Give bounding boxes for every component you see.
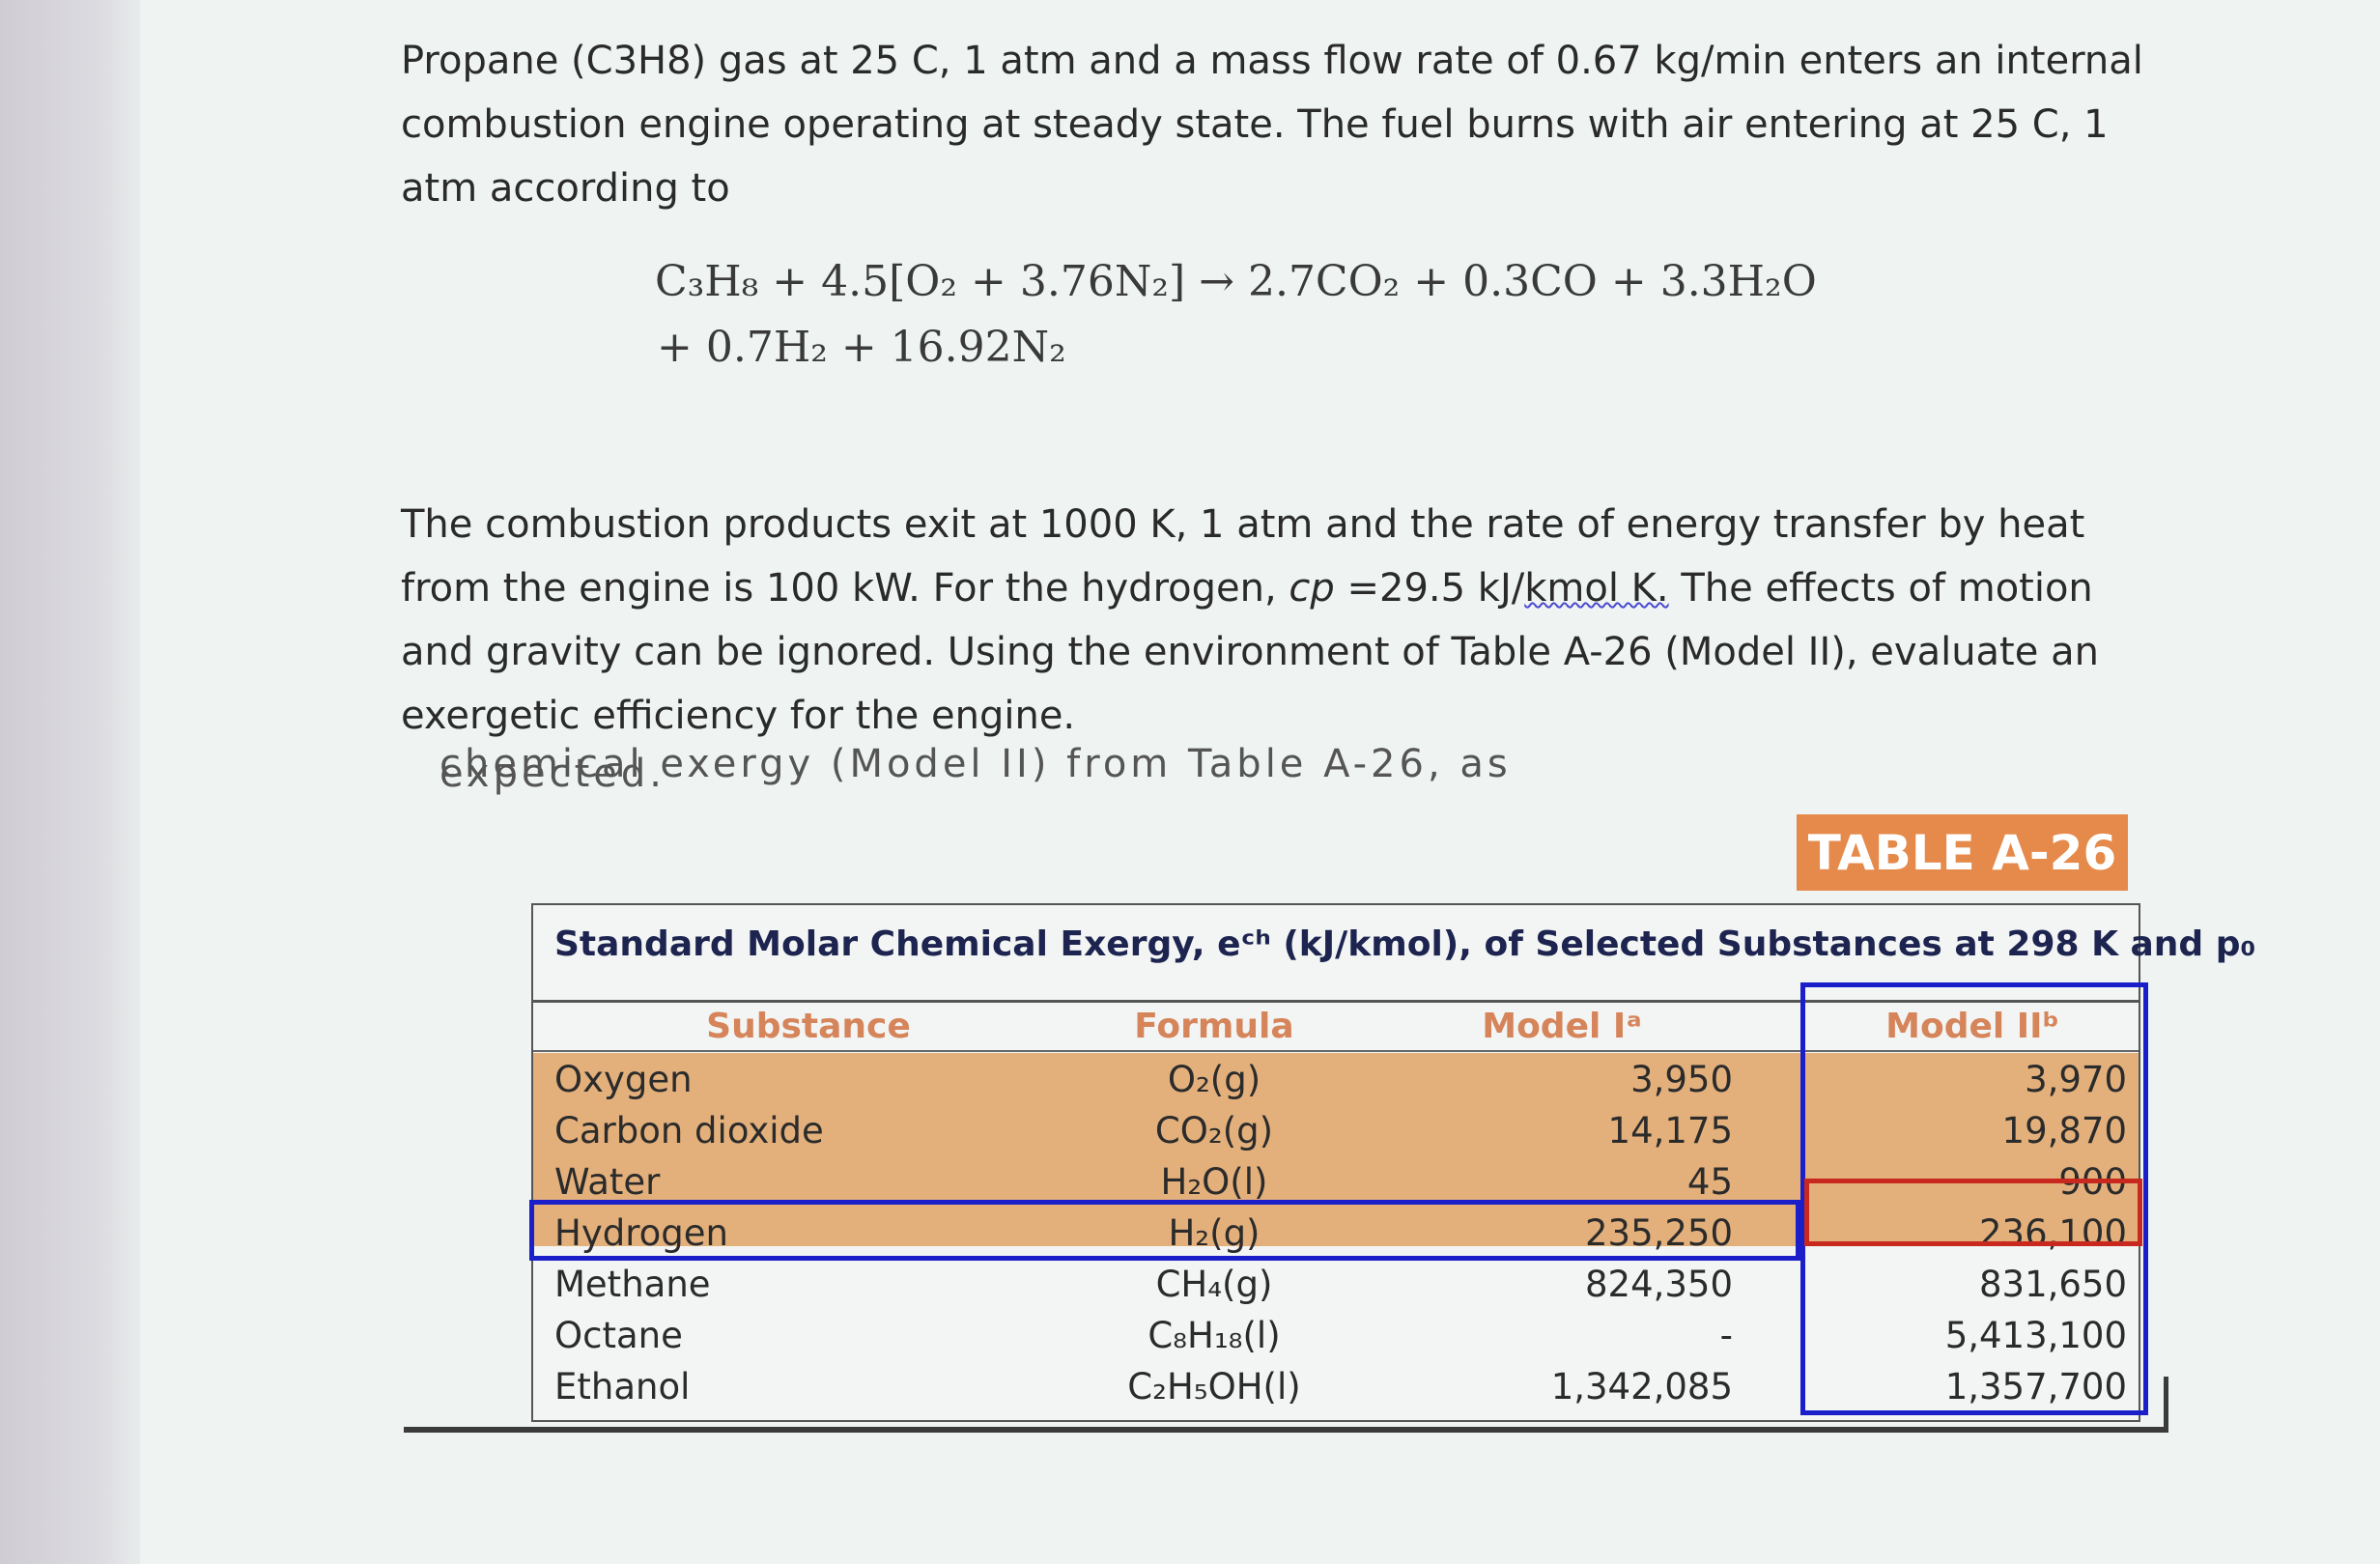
cell-model2: 19,870	[2001, 1110, 2127, 1152]
problem-statement-part1: Propane (C3H8) gas at 25 C, 1 atm and a mass flow rate of 0.67 kg/min enters an internal combustion engine operating at steady state. The fuel burns with air entering at 25 C, 1 atm according to	[401, 39, 2143, 211]
problem-text-a: The combustion products exit at 1000 K, 1 atm and the rate of energy transfer by heat from the engine is 100 kW. For the hydrogen,	[401, 502, 2085, 611]
cell-formula: C₈H₁₈(l)	[1148, 1315, 1281, 1356]
cp-symbol: cp	[1289, 566, 1335, 611]
equation-line-2: + 0.7H₂ + 16.92N₂	[657, 323, 1066, 372]
header-model1: Model Iᵃ	[1482, 1006, 1642, 1046]
cell-model2: 236,100	[1978, 1212, 2127, 1254]
table-badge: TABLE A-26	[1797, 814, 2128, 891]
problem-text-b: =29.5 kJ/	[1334, 566, 1525, 611]
cell-formula: H₂(g)	[1168, 1212, 1261, 1254]
cell-model1: 1,342,085	[1550, 1366, 1733, 1408]
cell-model1: -	[1719, 1315, 1733, 1356]
cell-model1: 14,175	[1607, 1110, 1733, 1152]
cell-substance: Octane	[554, 1315, 683, 1356]
cell-substance: Ethanol	[554, 1366, 691, 1408]
cell-substance: Water	[554, 1161, 661, 1203]
page-edge-shadow	[0, 0, 140, 1564]
cell-model1: 45	[1686, 1161, 1733, 1203]
combustion-equation	[655, 249, 1817, 381]
cell-formula: CH₄(g)	[1155, 1264, 1273, 1305]
equation-line-1: C₃H₈ + 4.5[O₂ + 3.76N₂] → 2.7CO₂ + 0.3CO + 3.3H₂O	[655, 257, 1817, 306]
table-right-rule	[2164, 1377, 2168, 1433]
header-model2: Model IIᵇ	[1885, 1006, 2059, 1046]
hydrogen-value-highlight	[1804, 1179, 2142, 1246]
cell-formula: CO₂(g)	[1154, 1110, 1274, 1152]
problem-text-c: The effects of motion and gravity can be ignored. Using the environment of Table A-26 (Model II), evaluate an exergetic efficiency for the engine.	[401, 566, 2099, 738]
problem-statement-part2	[401, 493, 2168, 748]
cell-formula: O₂(g)	[1167, 1059, 1261, 1100]
cell-substance: Oxygen	[554, 1059, 693, 1100]
cell-model1: 235,250	[1584, 1212, 1733, 1254]
hydrogen-row-highlight	[529, 1200, 1800, 1261]
cutoff-text-line: chemical exergy (Model II) from Table A-26, as expected.	[439, 742, 1512, 796]
cell-substance: Carbon dioxide	[554, 1110, 824, 1152]
header-formula: Formula	[1134, 1006, 1294, 1046]
table-caption: Standard Molar Chemical Exergy, eᶜʰ (kJ/kmol), of Selected Substances at 298 K and p₀	[554, 924, 2256, 964]
cell-formula: C₂H₅OH(l)	[1127, 1366, 1301, 1408]
cell-model2: 3,970	[2025, 1059, 2127, 1100]
table-bottom-rule	[404, 1427, 2168, 1433]
cell-model2: 831,650	[1978, 1264, 2127, 1305]
underlined-unit: kmol K.	[1524, 566, 1669, 611]
cell-formula: H₂O(l)	[1160, 1161, 1268, 1203]
cell-model1: 3,950	[1630, 1059, 1733, 1100]
cell-model1: 824,350	[1584, 1264, 1733, 1305]
cell-model2: 5,413,100	[1944, 1315, 2127, 1356]
exergy-table	[531, 903, 2256, 1422]
cell-model2: 1,357,700	[1944, 1366, 2127, 1408]
cell-model2: 900	[2058, 1161, 2127, 1203]
header-substance: Substance	[706, 1006, 911, 1046]
cell-substance: Hydrogen	[554, 1212, 728, 1254]
cell-substance: Methane	[554, 1264, 711, 1305]
